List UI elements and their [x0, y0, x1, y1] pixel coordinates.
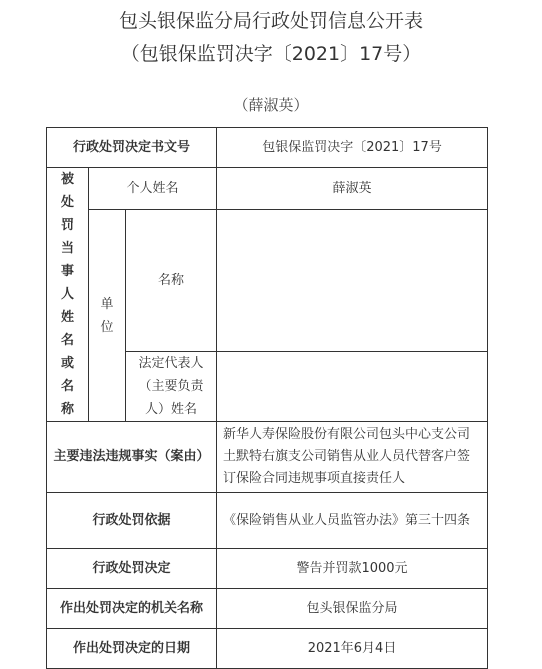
date-row: [47, 629, 488, 669]
legal-rep-label: 法定代表人（主要负责人）姓名: [126, 352, 217, 422]
authority-value: 包头银保监分局: [217, 589, 488, 629]
unit-label: 单位: [89, 210, 126, 422]
doc-number-label: 行政处罚决定书文号: [47, 128, 217, 168]
unit-name-value: [217, 210, 488, 352]
doc-number-value: 包银保监罚决字〔2021〕17号: [217, 128, 488, 168]
basis-value: 《保险销售从业人员监管办法》第三十四条: [217, 493, 488, 549]
authority-label: 作出处罚决定的机关名称: [47, 589, 217, 629]
unit-name-row: [47, 210, 488, 352]
basis-row: [47, 493, 488, 549]
penalty-info-table: [46, 127, 488, 669]
decision-row: [47, 549, 488, 589]
individual-name-label: 个人姓名: [89, 168, 217, 210]
violation-value: 新华人寿保险股份有限公司包头中心支公司土默特右旗支公司销售从业人员代替客户签订保险合同违规事项直接责任人: [217, 422, 488, 493]
party-group-label: 被处罚当事人姓名或名称: [47, 168, 89, 422]
individual-name-row: [47, 168, 488, 210]
basis-label: 行政处罚依据: [47, 493, 217, 549]
violation-row: [47, 422, 488, 493]
individual-name-value: 薛淑英: [217, 168, 488, 210]
page-title: 包头银保监分局行政处罚信息公开表: [118, 10, 423, 32]
decision-value: 警告并罚款1000元: [217, 549, 488, 589]
date-label: 作出处罚决定的日期: [47, 629, 217, 669]
unit-name-label: 名称: [126, 210, 217, 352]
legal-rep-value: [217, 352, 488, 422]
party-subtitle: （薛淑英）: [233, 96, 309, 114]
decision-number-title: （包银保监罚决字〔2021〕17号）: [120, 43, 422, 65]
authority-row: [47, 589, 488, 629]
date-value: 2021年6月4日: [217, 629, 488, 669]
violation-label: 主要违法违规事实（案由）: [47, 422, 217, 493]
doc-number-row: [47, 128, 488, 168]
decision-label: 行政处罚决定: [47, 549, 217, 589]
